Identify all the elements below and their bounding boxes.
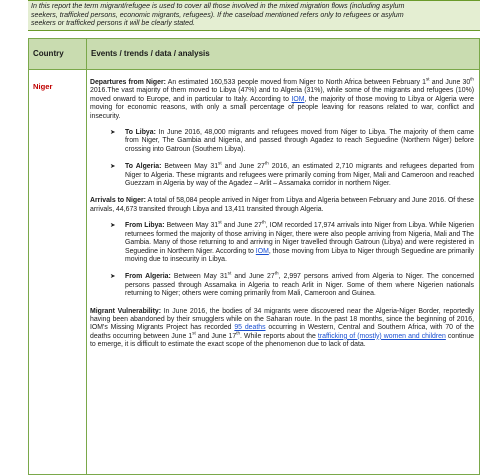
bullet-from-algeria	[90, 273, 474, 298]
bullet-from-libya	[90, 219, 475, 264]
vulnerability-text-2: occurring in Western, Central and Southern Africa, with 70 of the deaths occurring between June 1	[90, 324, 474, 340]
from-algeria-sup-1: st	[227, 271, 232, 277]
vulnerability-sup-1: st	[192, 330, 196, 336]
from-libya-sup-1: st	[218, 219, 222, 225]
bullet-to-libya	[90, 129, 474, 154]
arrivals-title: Arrivals to Niger:	[90, 197, 146, 205]
header-country: Country	[33, 49, 64, 58]
country-events-table	[28, 38, 480, 475]
departures-paragraph	[90, 76, 474, 121]
departures-text-2: and June 30	[429, 79, 471, 86]
to-algeria-sup-1: st	[218, 160, 222, 166]
column-divider	[86, 39, 87, 474]
from-libya-text-3: , IOM recorded 17,974 arrivals into Niger from Libya. While Nigerien returnees formed the majority of those arriving in Niger, there were also people arriving from Nigeria, Mali and The Gambia. Many of those returning to and arriving in Niger travelled through Gatroun (Libya) and were registered in Seguedine in Northern Niger. According to	[125, 222, 475, 255]
departures-title: Departures from Niger:	[90, 79, 166, 86]
arrow-bullet-icon: ➤	[110, 163, 116, 171]
deaths-link[interactable]: 95 deaths	[234, 324, 266, 332]
vulnerability-text-3: and June 17	[195, 332, 237, 340]
iom-link-departures[interactable]: IOM	[291, 95, 305, 103]
from-algeria-text-2: and June 27	[231, 273, 275, 281]
to-algeria-text-2: and June 27	[221, 163, 265, 171]
to-algeria-sup-2: th	[264, 160, 269, 166]
header-events: Events / trends / data / analysis	[91, 49, 210, 58]
to-algeria-text-3: 2016, an estimated 2,710 migrants and refugees departed from Niger to Algeria. These migrants and refugees were primarily coming from Niger, Mali and Cameroon and reached Guezzam in Algeria by way of the Agadez – Arlit – Assamaka corridor in northern Niger.	[125, 163, 474, 188]
arrow-bullet-icon: ➤	[110, 222, 116, 230]
vulnerability-sup-2: th	[236, 330, 241, 336]
to-algeria-text-1: Between May 31	[161, 163, 219, 171]
arrivals-paragraph	[90, 197, 474, 214]
vulnerability-text-5: continue to emerge, it is difficult to estimate the exact scope of the phenomenon due to lack of data.	[90, 332, 474, 349]
departures-sup-1: st	[425, 76, 430, 82]
to-libya-title: To Libya:	[125, 129, 156, 137]
arrivals-text: A total of 58,084 people arrived in Niger from Libya and Algeria between February and June 2016. Of these arrivals, 44,673 transited through Libya and 13,411 transited through Algeria.	[90, 197, 475, 213]
departures-text-1: An estimated 160,533 people moved from Niger to North Africa between February 1	[165, 79, 426, 86]
departures-text-4: , the majority of those moving to Libya or Algeria were moving for economic reasons, with only a small percentage of people leaving for reasons related to war, conflict and insecurity.	[90, 95, 474, 120]
departures-sup-2: th	[470, 76, 474, 82]
from-libya-text-2: and June 27	[221, 222, 262, 230]
departures-text-3: 2016.The vast majority of them moved to Libya (47%) and to Algeria (31%), while some of the migrants and refugees (10%) moved onward to Europe, and in particular to Italy. According to	[90, 87, 474, 103]
intro-line-1: In this report the term migrant/refugee is used to cover all those involved in the mixed migration flows (including asylum	[31, 2, 405, 10]
from-libya-title: From Libya:	[125, 222, 165, 230]
table-header	[29, 39, 479, 70]
arrow-bullet-icon: ➤	[110, 129, 116, 137]
vulnerability-text-4: . While reports about the	[240, 332, 318, 340]
from-algeria-text-3: , 2,997 persons arrived from Algeria to Niger. The concerned persons passed through Assamaka in Algeria to reach Arlit in Niger. Some of them where Nigerien nationals returning to Niger; others were coming primarily from Mali, Cameroon and Guinea.	[125, 273, 474, 298]
to-algeria-title: To Algeria:	[125, 163, 162, 171]
trafficking-link[interactable]: trafficking of (mostly) women and children	[317, 332, 446, 340]
iom-link-arrivals[interactable]: IOM	[255, 247, 269, 255]
bullet-to-algeria	[90, 160, 474, 188]
country-cell: Niger	[33, 82, 53, 91]
intro-note	[28, 0, 480, 31]
from-libya-text-4: , those moving from Libya to Niger through Seguedine are primarily moving due to insecurity in Libya.	[125, 247, 474, 263]
events-cell	[90, 76, 475, 358]
intro-line-3: seekers or trafficked persons it will be clearly stated.	[31, 19, 196, 28]
vulnerability-title: Migrant Vulnerability:	[90, 307, 162, 315]
intro-line-2: seekers, trafficked persons, economic migrants, refugees). If the caseload mentioned refers only to refugees or asylum	[31, 10, 404, 19]
from-libya-text-1: Between May 31	[164, 222, 219, 230]
from-algeria-sup-2: th	[274, 271, 279, 277]
from-algeria-text-1: Between May 31	[170, 273, 228, 281]
from-libya-sup-2: th	[261, 219, 266, 225]
to-libya-text: In June 2016, 48,000 migrants and refugees moved from Niger to Libya. The majority of them came from Niger, The Gambia and Nigeria, and passed through Agadez to reach Seguedine (Northern Niger) before crossing into Gatroun (Southern Libya).	[125, 129, 474, 153]
from-algeria-title: From Algeria:	[125, 273, 171, 281]
arrow-bullet-icon: ➤	[110, 273, 116, 281]
vulnerability-paragraph	[90, 308, 474, 350]
vulnerability-text-1: In June 2016, the bodies of 34 migrants were discovered near the Algeria-Niger Border, reportedly having been abandoned by their smugglers while on the Saharan route. In the past 18 months, since the beginning of 2016, IOM's Missing Migrants Project has recorded	[90, 307, 474, 332]
